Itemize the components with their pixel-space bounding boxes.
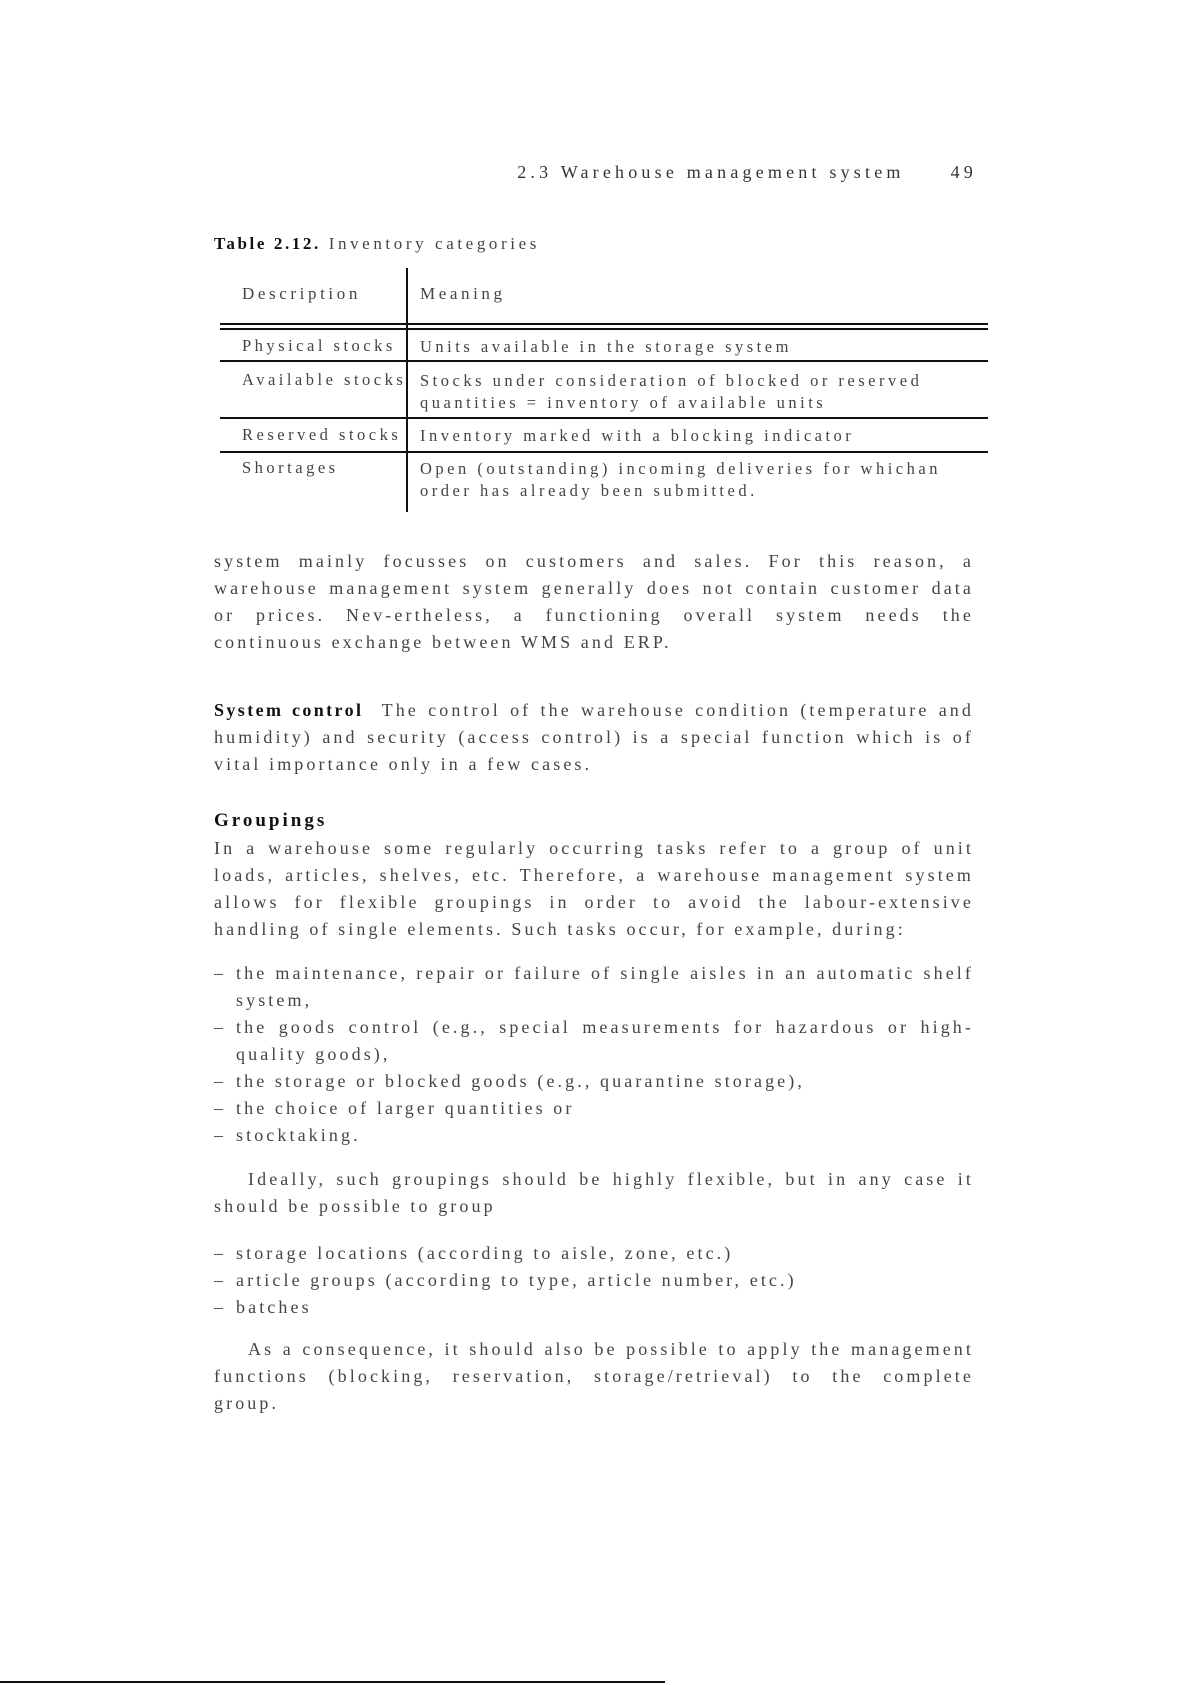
list-item: – storage locations (according to aisle, zone, etc.) [214, 1240, 974, 1267]
row-meaning: Open (outstanding) incoming deliveries for whichan order has already been submitted. [420, 459, 941, 500]
running-head-section: 2.3 Warehouse management system [517, 162, 905, 182]
list-marker: – [214, 1125, 227, 1145]
list-marker: – [214, 1071, 227, 1091]
row-description: Available stocks [242, 370, 407, 389]
paragraph-wms-erp: system mainly focusses on customers and sales. For this reason, a warehouse management system generally does not contain customer data or prices. Nev-ertheless, a functioning overall system needs the continuous exchange between WMS and ERP. [214, 551, 974, 652]
list-marker: – [214, 963, 227, 983]
running-head [517, 162, 977, 183]
list-marker: – [214, 1243, 227, 1263]
row-description: Reserved stocks [242, 425, 402, 444]
list-item: – the maintenance, repair or failure of single aisles in an automatic shelf system, [214, 960, 974, 1014]
list-marker: – [214, 1098, 227, 1118]
table-header-meaning: Meaning [420, 284, 506, 303]
column-divider [406, 268, 408, 512]
system-control-heading: System control [214, 700, 364, 720]
groupings-heading: Groupings [214, 810, 328, 831]
list-item: – stocktaking. [214, 1122, 974, 1149]
system-control-text: The control of the warehouse condition (temperature and humidity) and security (access control) is a special function which is of vital importance only in a few cases. [214, 700, 974, 774]
row-rule [220, 360, 988, 362]
row-description: Physical stocks [242, 336, 396, 355]
row-meaning: Inventory marked with a blocking indicator [420, 426, 855, 445]
row-meaning: Stocks under consideration of blocked or reserved quantities = inventory of available units [420, 371, 923, 412]
list-item: – the goods control (e.g., special measurements for hazardous or high-quality goods), [214, 1014, 974, 1068]
table-caption-text: Inventory categories [328, 234, 540, 253]
list-item: – the choice of larger quantities or [214, 1095, 974, 1122]
grouping-types-list [214, 1240, 974, 1321]
paragraph-system-control [214, 697, 974, 778]
list-item: – article groups (according to type, article number, etc.) [214, 1267, 974, 1294]
paragraph-groupings-closing: As a consequence, it should also be possible to apply the management functions (blocking, reservation, storage/retrieval) to the complete group. [214, 1339, 974, 1413]
list-marker: – [214, 1017, 227, 1037]
paragraph-groupings-intro: In a warehouse some regularly occurring tasks refer to a group of unit loads, articles, shelves, etc. Therefore, a warehouse management system allows for flexible groupings in order to avoid the labour-extensive handling of single elements. Such tasks occur, for example, during: [214, 838, 974, 939]
row-meaning: Units available in the storage system [420, 337, 792, 356]
paragraph-groupings-middle: Ideally, such groupings should be highly flexible, but in any case it should be possible to group [214, 1169, 974, 1216]
table-caption [214, 234, 540, 254]
table-header-description: Description [242, 284, 361, 303]
bottom-rule [0, 1681, 665, 1683]
row-rule [220, 451, 988, 453]
grouping-tasks-list [214, 960, 974, 1149]
page-number: 49 [950, 162, 977, 182]
list-item: – batches [214, 1294, 974, 1321]
row-rule [220, 417, 988, 419]
list-marker: – [214, 1270, 227, 1290]
row-description: Shortages [242, 458, 339, 477]
table-caption-label: Table 2.12. [214, 234, 321, 253]
list-item: – the storage or blocked goods (e.g., quarantine storage), [214, 1068, 974, 1095]
header-double-rule [220, 323, 988, 330]
list-marker: – [214, 1297, 227, 1317]
